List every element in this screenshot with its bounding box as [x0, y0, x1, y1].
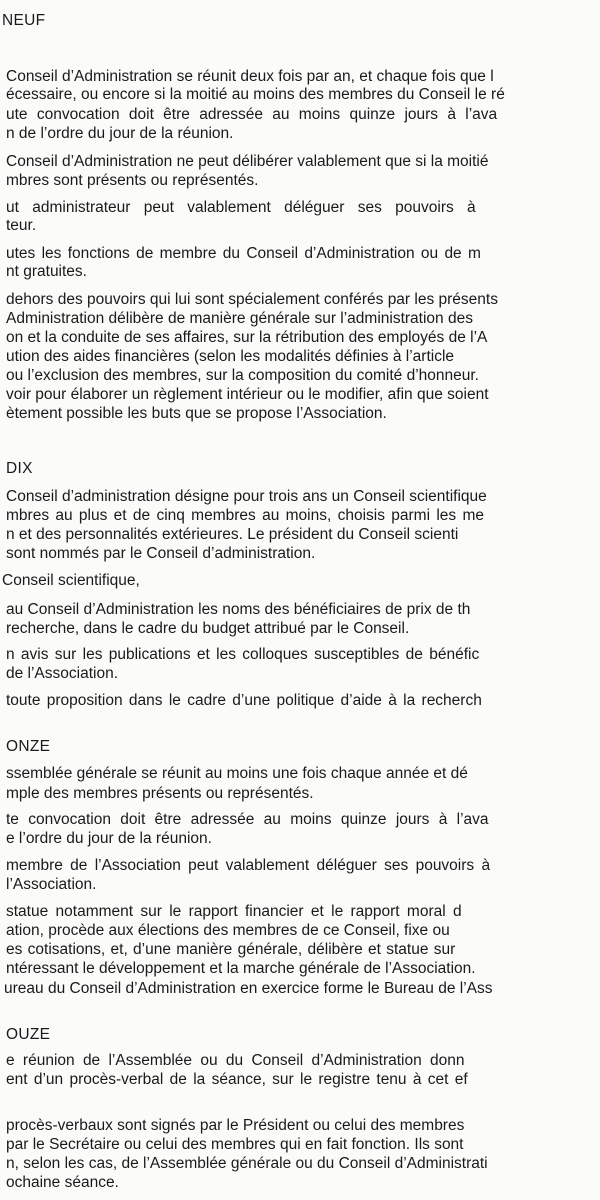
- text-line: Conseil d’Administration se réunit deux fois par an, et chaque fois que l: [6, 68, 494, 85]
- text-line: membre de l’Association peut valablement déléguer ses pouvoirs à: [6, 857, 491, 874]
- text-line: ution des aides financières (selon les modalités définies à l’article: [6, 348, 455, 365]
- text-line: ent d’un procès-verbal de la séance, sur le registre tenu à cet ef: [6, 1071, 468, 1088]
- text-line: ssemblée générale se réunit au moins une fois chaque année et dé: [6, 765, 468, 782]
- text-line: statue notamment sur le rapport financier et le rapport moral d: [6, 903, 462, 920]
- text-line: ation, procède aux élections des membres de ce Conseil, fixe ou: [6, 922, 450, 939]
- text-line: Administration délibère de manière générale sur l’administration des: [6, 310, 473, 327]
- text-line: n, selon les cas, de l’Assemblée générale ou du Conseil d’Administrati: [6, 1155, 488, 1172]
- text-line: e l’ordre du jour de la réunion.: [6, 830, 212, 847]
- section-heading-dix: DIX: [6, 460, 33, 477]
- text-line: sont nommés par le Conseil d’administration.: [6, 545, 316, 562]
- text-line: ntéressant le développement et la marche générale de l’Association.: [6, 960, 476, 977]
- text-line: procès-verbaux sont signés par le Président ou celui des membres: [6, 1117, 465, 1134]
- text-line: nt gratuites.: [6, 263, 87, 280]
- text-line: teur.: [6, 217, 37, 234]
- text-line: ureau du Conseil d’Administration en exercice forme le Bureau de l’Ass: [4, 980, 493, 997]
- text-line: ochaine séance.: [6, 1174, 119, 1191]
- text-line: es cotisations, et, d’une manière générale, délibère et statue sur: [6, 941, 456, 958]
- section-heading-onze: ONZE: [6, 738, 51, 755]
- text-line: mbres sont présents ou représentés.: [6, 172, 259, 189]
- text-line: voir pour élaborer un règlement intérieur ou le modifier, afin que soient: [6, 386, 489, 403]
- text-line: e réunion de l’Assemblée ou du Conseil d’Administration donn: [6, 1052, 465, 1069]
- text-line: Conseil d’Administration ne peut délibérer valablement que si la moitié: [6, 153, 489, 170]
- text-line: ute convocation doit être adressée au moins quinze jours à l’ava: [6, 106, 498, 123]
- text-line: n et des personnalités extérieures. Le président du Conseil scienti: [6, 526, 459, 543]
- section-heading-ouze: OUZE: [6, 1026, 51, 1043]
- text-line: ou l’exclusion des membres, sur la composition du comité d’honneur.: [6, 367, 479, 384]
- text-line: au Conseil d’Administration les noms des bénéficiaires de prix de th: [6, 601, 471, 618]
- text-line: ètement possible les buts que se propose l’Association.: [6, 405, 387, 422]
- text-line: dehors des pouvoirs qui lui sont spécialement conférés par les présents: [6, 291, 498, 308]
- section-heading-neuf: NEUF: [2, 12, 46, 29]
- text-line: on et la conduite de ses affaires, sur la rétribution des employés de l’A: [6, 329, 488, 346]
- text-line: n de l’ordre du jour de la réunion.: [6, 125, 234, 142]
- text-line: toute proposition dans le cadre d’une politique d’aide à la recherch: [6, 692, 482, 709]
- text-line: te convocation doit être adressée au moins quinze jours à l’ava: [6, 811, 489, 828]
- text-line: de l’Association.: [6, 665, 119, 682]
- text-line: utes les fonctions de membre du Conseil d’Administration ou de m: [6, 245, 481, 262]
- text-line: mbres au plus et de cinq membres au moins, choisis parmi les me: [6, 507, 484, 524]
- text-line: Conseil d’administration désigne pour trois ans un Conseil scientifique: [6, 488, 487, 505]
- text-line: Conseil scientifique,: [2, 572, 140, 589]
- text-line: par le Secrétaire ou celui des membres qui en fait fonction. Ils sont: [6, 1136, 464, 1153]
- text-line: n avis sur les publications et les colloques susceptibles de bénéfic: [6, 646, 480, 663]
- text-line: écessaire, ou encore si la moitié au moins des membres du Conseil le ré: [6, 86, 505, 103]
- text-line: l’Association.: [6, 876, 97, 893]
- text-line: ut administrateur peut valablement déléguer ses pouvoirs à: [6, 199, 476, 216]
- text-line: mple des membres présents ou représentés.: [6, 785, 314, 802]
- text-line: recherche, dans le cadre du budget attribué par le Conseil.: [6, 620, 410, 637]
